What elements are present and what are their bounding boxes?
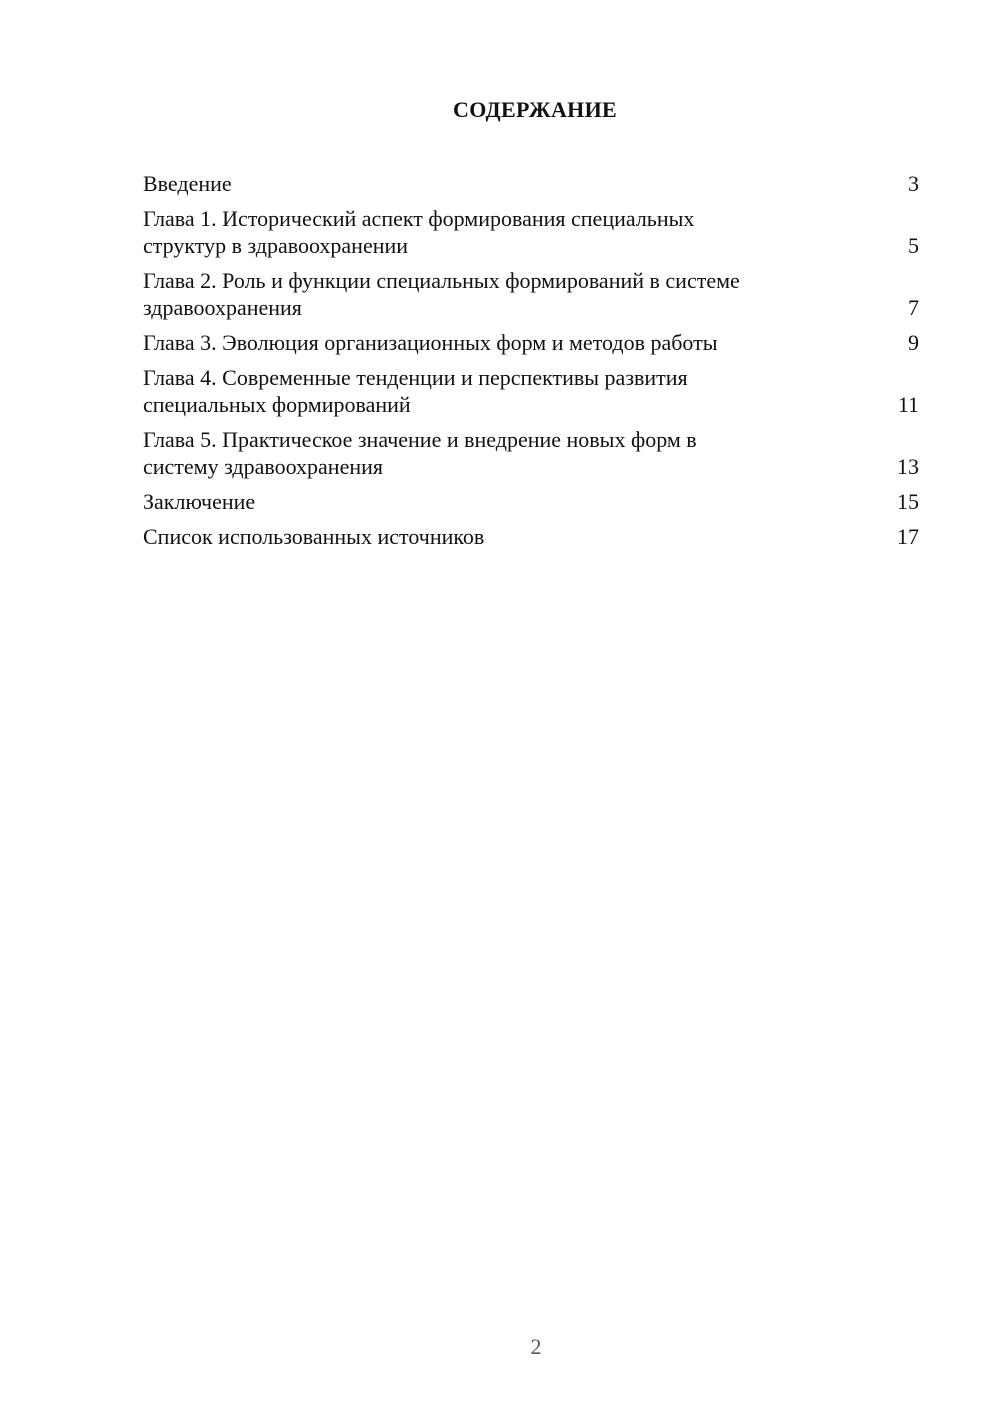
toc-entry-chapter-1: [143, 205, 919, 259]
toc-entry-page: 15: [897, 489, 919, 514]
toc-entry-text: Глава 2. Роль и функции специальных формирований в системе здравоохранения: [143, 268, 740, 320]
toc-entry-page: 5: [908, 233, 919, 258]
toc-entry-conclusion: [143, 488, 919, 515]
toc-entry-page: 3: [908, 171, 919, 196]
toc-entry-page: 17: [897, 524, 919, 549]
toc-entry-text: Глава 1. Исторический аспект формирования специальных структур в здравоохранении: [143, 206, 695, 258]
toc-entry-text: Глава 4. Современные тенденции и перспективы развития специальных формирований: [143, 365, 688, 417]
page-number: 2: [530, 1334, 542, 1359]
toc-entry-introduction: [143, 170, 919, 197]
table-of-contents: [143, 170, 919, 558]
toc-entry-page: 13: [897, 454, 919, 479]
toc-entry-text: Список использованных источников: [143, 524, 485, 549]
toc-entry-chapter-2: [143, 267, 919, 321]
toc-entry-chapter-4: [143, 364, 919, 418]
toc-entry-chapter-5: [143, 426, 919, 480]
toc-entry-page: 9: [908, 330, 919, 355]
toc-entry-text: Заключение: [143, 489, 256, 514]
toc-entry-references: [143, 523, 919, 550]
toc-entry-text: Глава 3. Эволюция организационных форм и методов работы: [143, 330, 718, 355]
toc-entry-page: 11: [897, 392, 919, 417]
toc-entry-text: Введение: [143, 171, 232, 196]
toc-title: СОДЕРЖАНИЕ: [453, 97, 617, 122]
toc-entry-page: 7: [908, 295, 919, 320]
toc-entry-chapter-3: [143, 329, 919, 356]
toc-entry-text: Глава 5. Практическое значение и внедрение новых форм в систему здравоохранения: [143, 427, 697, 479]
